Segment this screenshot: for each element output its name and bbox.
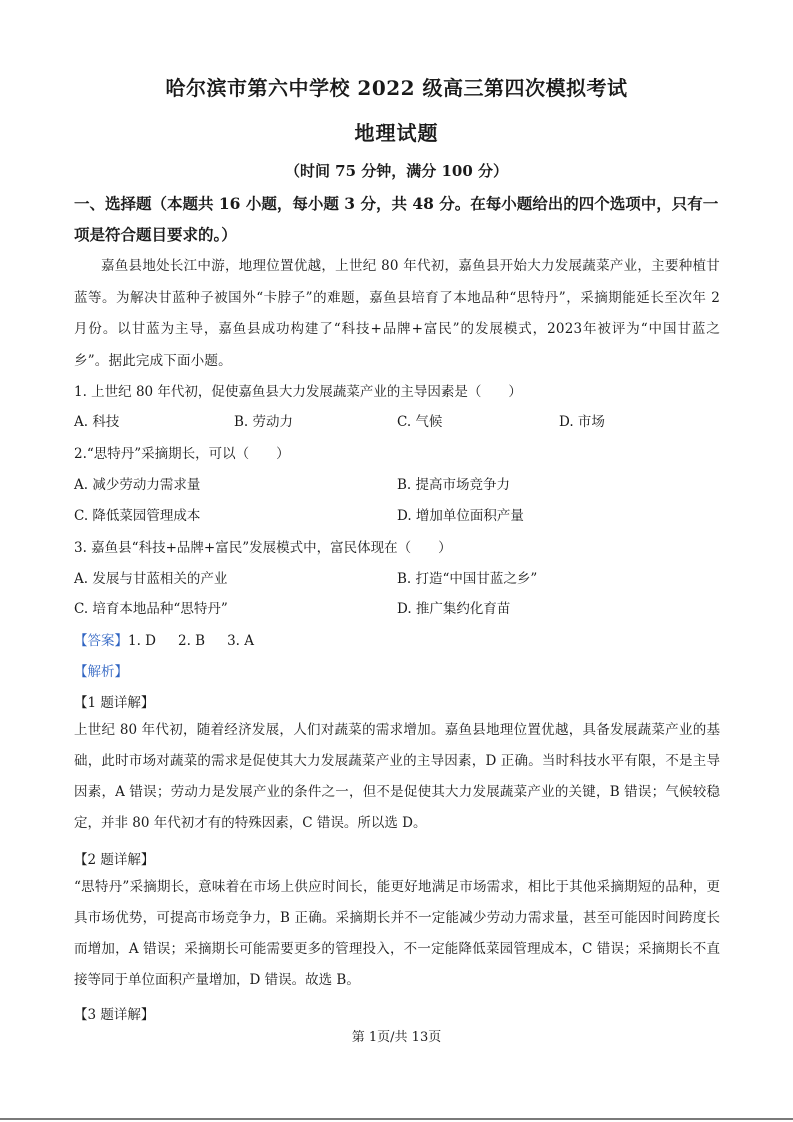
question-1-option-d: D. 市场	[559, 414, 605, 430]
question-2-option-c: C. 降低菜园管理成本	[74, 508, 201, 524]
detail-2-heading: 【2 题详解】	[74, 852, 155, 868]
answer-item-1: 1. D	[128, 633, 156, 649]
detail-1-heading: 【1 题详解】	[74, 695, 155, 711]
answer-item-2: 2. B	[178, 633, 206, 649]
answer-item-3: 3. A	[227, 633, 255, 649]
analysis-label: 【解析】	[74, 664, 128, 680]
detail-1-text: 上世纪 80 年代初，随着经济发展，人们对蔬菜的需求增加。嘉鱼县地理位置优越，具备发展蔬菜产业的基础，此时市场对蔬菜的需求是促使其大力发展蔬菜产业的主导因素，D 正确。当时科技水平有限，不是主导因素，A 错误；劳动力是发展产业的条件之一，但不是促使其大力发展蔬菜产业的关键，B 错误；气候较稳定，并非 80 年代初才有的特殊因素，C 错误。所以选 D。	[74, 722, 720, 831]
question-2-stem: 2.“思特丹”采摘期长，可以（ ）	[74, 446, 290, 462]
question-3-option-b: B. 打造“中国甘蓝之乡”	[397, 571, 538, 587]
question-1-option-c: C. 气候	[397, 414, 443, 430]
detail-2-text: “思特丹”采摘期长，意味着在市场上供应时间长，能更好地满足市场需求，相比于其他采摘期短的品种，更具市场优势，可提高市场竞争力，B 正确。采摘期长并不一定能减少劳动力需求量，甚至可能因时间跨度长而增加，A 错误；采摘期长可能需要更多的管理投入，不一定能降低菜园管理成本，C 错误；采摘期长不直接等同于单位面积产量增加，D 错误。故选 B。	[74, 879, 720, 988]
question-3-option-d: D. 推广集约化育苗	[397, 601, 511, 617]
detail-3-heading: 【3 题详解】	[74, 1007, 155, 1023]
bottom-divider	[0, 1118, 793, 1120]
exam-title: 哈尔滨市第六中学校 2022 级高三第四次模拟考试	[165, 76, 628, 100]
question-1-stem: 1. 上世纪 80 年代初，促使嘉鱼县大力发展蔬菜产业的主导因素是（ ）	[74, 384, 522, 400]
reading-passage: 嘉鱼县地处长江中游，地理位置优越，上世纪 80 年代初，嘉鱼县开始大力发展蔬菜产业，主要种植甘蓝等。为解决甘蓝种子被国外“卡脖子”的难题，嘉鱼县培育了本地品种“思特丹”，采摘期能延长至次年 2 月份。以甘蓝为主导，嘉鱼县成功构建了“科技+品牌+富民”的发展模式，2023年被评为“中国甘蓝之乡”。据此完成下面小题。	[74, 258, 720, 369]
question-3-option-a: A. 发展与甘蓝相关的产业	[74, 571, 228, 587]
question-3-option-c: C. 培育本地品种“思特丹”	[74, 601, 228, 617]
question-3-stem: 3. 嘉鱼县“科技+品牌+富民”发展模式中，富民体现在（ ）	[74, 540, 452, 556]
exam-info: （时间 75 分钟，满分 100 分）	[284, 162, 509, 180]
subject-title: 地理试题	[354, 121, 439, 145]
question-2-option-d: D. 增加单位面积产量	[397, 508, 524, 524]
question-1-option-b: B. 劳动力	[234, 414, 294, 430]
section-heading: 一、选择题（本题共 16 小题，每小题 3 分，共 48 分。在每小题给出的四个选项中，只有一项是符合题目要求的。）	[74, 194, 719, 244]
question-2-option-b: B. 提高市场竞争力	[397, 477, 511, 493]
question-2-option-a: A. 减少劳动力需求量	[74, 477, 201, 493]
answer-label: 【答案】	[74, 633, 128, 649]
answer-line	[74, 629, 254, 649]
question-1-option-a: A. 科技	[74, 414, 120, 430]
page-footer: 第 1页/共 13页	[351, 1030, 442, 1045]
